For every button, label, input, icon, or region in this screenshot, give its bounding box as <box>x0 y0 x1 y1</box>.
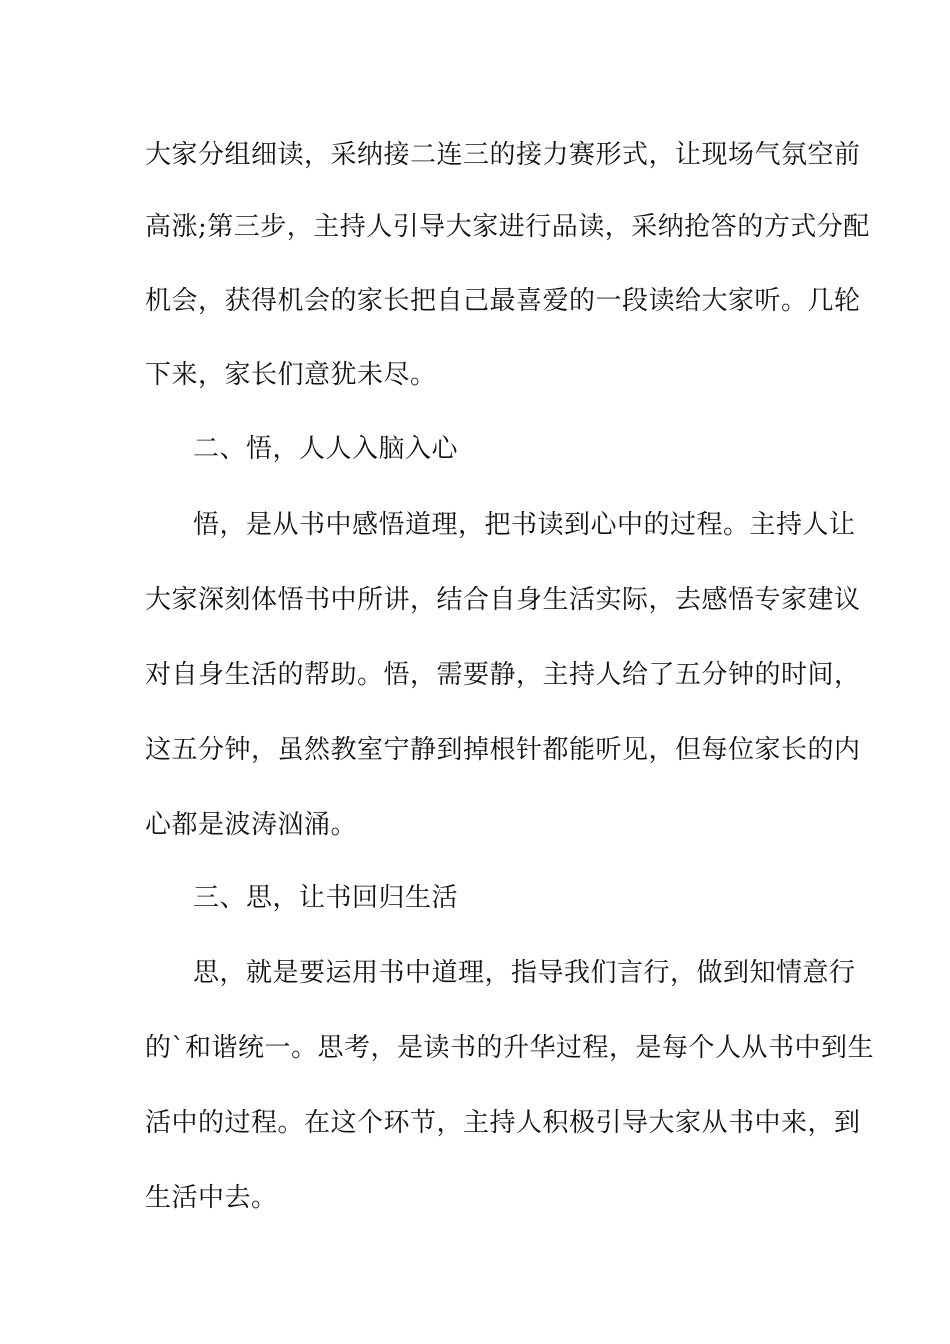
paragraph-line: 活中的过程。在这个环节，主持人积极引导大家从书中来，到 <box>145 1108 861 1138</box>
paragraph-line: 对自身生活的帮助。悟，需要静，主持人给了五分钟的时间， <box>145 660 861 690</box>
section-heading: 二、悟，人人入脑入心 <box>193 434 459 464</box>
paragraph-line: 下来，家长们意犹未尽。 <box>145 360 437 390</box>
paragraph-line: 的`和谐统一。思考，是读书的升华过程，是每个人从书中到生 <box>145 1033 875 1063</box>
paragraph-line: 思，就是要运用书中道理，指导我们言行，做到知情意行 <box>193 958 856 988</box>
paragraph-line: 这五分钟，虽然教室宁静到掉根针都能听见，但每位家长的内 <box>145 735 861 765</box>
paragraph-line: 大家分组细读，采纳接二连三的接力赛形式，让现场气氛空前 <box>145 140 861 170</box>
paragraph-line: 大家深刻体悟书中所讲，结合自身生活实际，去感悟专家建议 <box>145 585 861 615</box>
paragraph-line: 生活中去。 <box>145 1183 278 1213</box>
paragraph-line: 心都是波涛汹涌。 <box>145 810 358 840</box>
paragraph-line: 机会，获得机会的家长把自己最喜爱的一段读给大家听。几轮 <box>145 286 861 316</box>
section-heading: 三、思，让书回归生活 <box>193 883 459 913</box>
paragraph-line: 悟，是从书中感悟道理，把书读到心中的过程。主持人让 <box>193 510 856 540</box>
paragraph-line: 高涨;第三步，主持人引导大家进行品读，采纳抢答的方式分配 <box>145 212 870 242</box>
